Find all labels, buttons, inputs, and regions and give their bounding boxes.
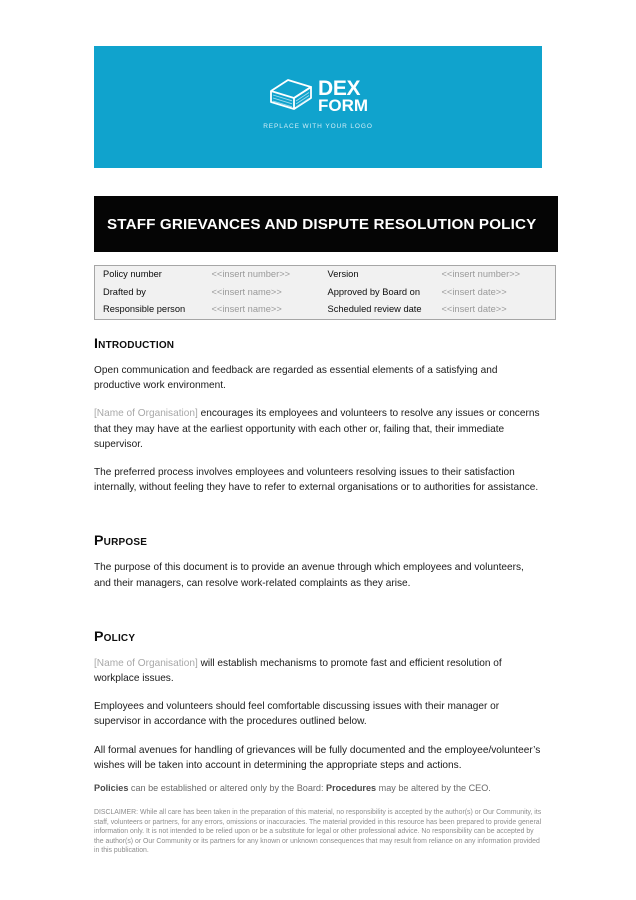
paragraph-text: Open communication and feedback are regarded as essential elements of a satisfying and productive work environment. [94,365,498,392]
logo-tagline: REPLACE WITH YOUR LOGO [263,123,373,130]
footer-note [94,782,542,795]
section-spacer [94,604,542,629]
logo-wordmark [317,76,369,115]
logo-banner [94,46,542,168]
table-row [95,284,556,302]
section-heading-purpose: Purpose [94,533,148,550]
table-row [95,301,556,319]
meta-value-responsible-person[interactable]: <<insert name>> [211,304,282,314]
paragraph [94,699,542,729]
paragraph [94,406,542,452]
org-placeholder: [Name of Organisation] [94,657,198,669]
document-footer [94,782,542,856]
meta-value-policy-number[interactable]: <<insert number>> [211,269,291,279]
org-placeholder: [Name of Organisation] [94,408,198,420]
paragraph-text: The purpose of this document is to provide an avenue through which employees and volunteers, and their managers, can resolve work-related complaints as they arise. [94,562,524,589]
policy-meta-table [94,265,556,320]
meta-value-drafted-by[interactable]: <<insert name>> [211,286,282,297]
meta-value-scheduled-review-date[interactable]: <<insert date>> [441,304,507,314]
section-spacer [94,508,542,533]
paragraph-text: will establish mechanisms to promote fast and efficient resolution of workplace issues. [94,657,502,685]
meta-label-drafted-by: Drafted by [103,286,146,297]
box-stack-icon [268,76,314,116]
paragraph-text: The preferred process involves employees and volunteers resolving issues to their satisfaction internally, without feeling they have to refer to external organisations or to authorities for assistance. [94,467,539,494]
document-title-bar [94,196,558,252]
meta-value-version[interactable]: <<insert number>> [441,269,521,279]
table-row [95,266,556,284]
paragraph [94,560,542,590]
section-heading-policy: Policy [94,628,136,645]
document-body [94,336,542,773]
paragraph-text: Employees and volunteers should feel comfortable discussing issues with their manager or supervisor in accordance with the procedures outlined below. [94,701,500,728]
paragraph [94,743,542,773]
paragraph-text: All formal avenues for handling of grievances will be fully documented and the employee/volunteer’s wishes will be taken into account in determining the appropriate steps and actions. [94,744,541,771]
footer-note-end: may be altered by the CEO. [376,783,491,793]
logo-text-form: FORM [317,95,369,115]
paragraph [94,656,542,686]
section-heading-introduction: Introduction [94,336,175,352]
paragraph-text: encourages its employees and volunteers to resolve any issues or concerns that they may have at the earliest opportunity with each other or, failing that, their immediate supervisor. [94,408,540,450]
meta-label-version: Version [327,269,359,279]
logo-block [94,76,542,130]
meta-value-approved-by-board-on[interactable]: <<insert date>> [441,286,507,297]
paragraph [94,363,542,393]
meta-label-policy-number: Policy number [103,269,162,279]
disclaimer-text: DISCLAIMER: While all care has been taken in the preparation of this material, no responsibility is accepted by the author(s) or Our Community, its staff, volunteers or partners, for any errors, omissions or inaccuracies. The material provided in this resource has been prepared to provide general information only. It is not intended to be relied upon or be a substitute for legal or other professional advice. No responsibility can be accepted by the author(s) or Our Community or its partners for any known or unknown consequences that may result from reliance on any information provided in this publication. [94,809,542,855]
meta-label-scheduled-review-date: Scheduled review date [327,304,422,314]
paragraph [94,465,542,495]
footer-note-bold-procedures: Procedures [326,783,377,793]
meta-label-responsible-person: Responsible person [103,304,186,314]
logo-row [268,76,368,116]
footer-note-mid: can be established or altered only by the Board: [128,783,327,793]
meta-label-approved-by-board-on: Approved by Board on [327,286,421,297]
logo-text-dex: DEX [317,76,361,100]
page-title: STAFF GRIEVANCES AND DISPUTE RESOLUTION POLICY [107,215,537,233]
footer-note-bold-policies: Policies [94,783,129,793]
